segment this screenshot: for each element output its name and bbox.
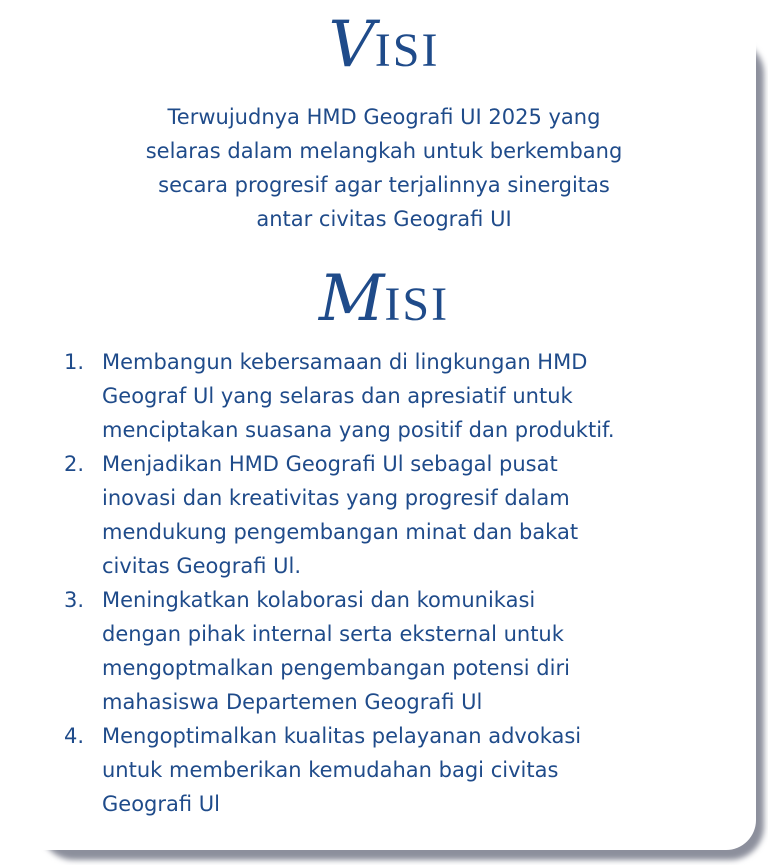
- misi-item: [64, 345, 704, 447]
- misi-item-line: Meningkatkan kolaborasi dan komunikasi: [102, 588, 536, 612]
- misi-heading-rest: ISI: [384, 278, 450, 331]
- visi-line: secara progresif agar terjalinnya sinergitas: [158, 173, 610, 197]
- misi-item-number: 3.: [64, 588, 85, 612]
- misi-item-line: dengan pihak internal serta eksternal untuk: [102, 622, 564, 646]
- misi-item: [64, 583, 704, 719]
- misi-item-line: mahasiswa Departemen Geografi Ul: [102, 690, 483, 714]
- visi-heading-rest: ISI: [374, 24, 440, 77]
- misi-item-line: menciptakan suasana yang positif dan produktif.: [102, 418, 615, 442]
- visi-line: selaras dalam melangkah untuk berkembang: [145, 139, 623, 163]
- misi-item-number: 2.: [64, 452, 85, 476]
- misi-item: [64, 447, 704, 583]
- misi-item-line: untuk memberikan kemudahan bagi civitas: [102, 758, 559, 782]
- visi-heading: [0, 8, 768, 82]
- misi-item-line: civitas Geografi Ul.: [102, 554, 302, 578]
- misi-heading-initial: M: [318, 262, 385, 336]
- visi-heading-initial: V: [328, 8, 375, 82]
- misi-item: [64, 719, 704, 821]
- misi-item-number: 4.: [64, 724, 85, 748]
- misi-item-line: Geografi Ul: [102, 792, 220, 816]
- misi-heading: [0, 262, 768, 336]
- misi-item-line: Mengoptimalkan kualitas pelayanan advokasi: [102, 724, 582, 748]
- misi-item-number: 1.: [64, 350, 85, 374]
- misi-list: [64, 345, 704, 821]
- visi-statement: [84, 100, 684, 236]
- visi-line: antar civitas Geografi UI: [256, 207, 512, 231]
- misi-item-line: mendukung pengembangan minat dan bakat: [102, 520, 579, 544]
- misi-item-line: Menjadikan HMD Geografi Ul sebagal pusat: [102, 452, 558, 476]
- visi-line: Terwujudnya HMD Geografi UI 2025 yang: [167, 105, 601, 129]
- misi-item-line: Geograf Ul yang selaras dan apresiatif untuk: [102, 384, 573, 408]
- misi-item-line: Membangun kebersamaan di lingkungan HMD: [102, 350, 588, 374]
- misi-item-line: mengoptmalkan pengembangan potensi diri: [102, 656, 570, 680]
- misi-item-line: inovasi dan kreativitas yang progresif dalam: [102, 486, 570, 510]
